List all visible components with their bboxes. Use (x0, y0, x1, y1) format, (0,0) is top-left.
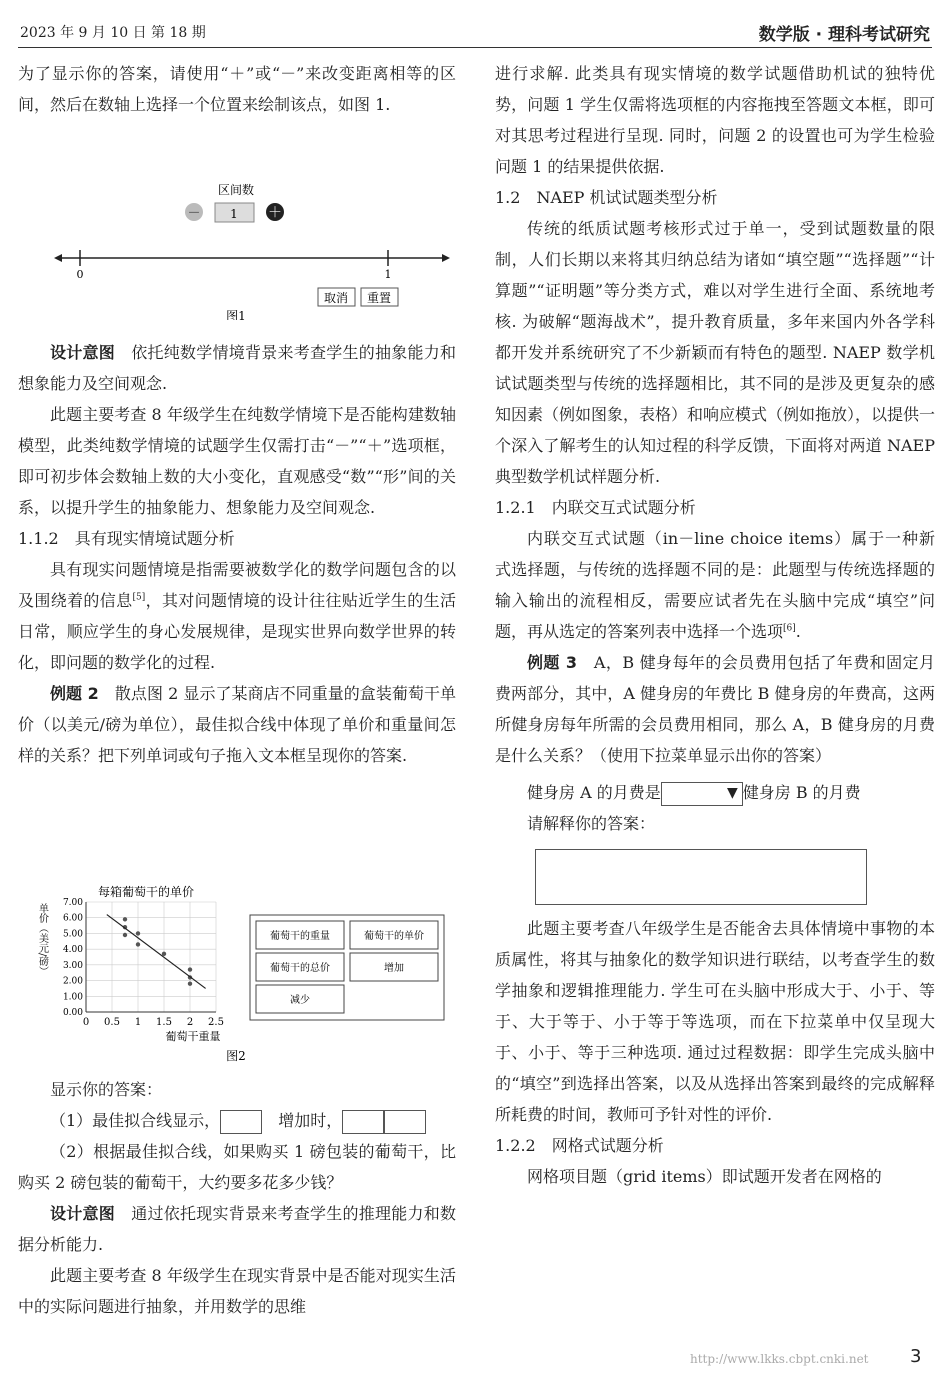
left-column (18, 58, 456, 120)
monthly-fee-dropdown[interactable] (661, 782, 743, 806)
y-tick-label: 2.00 (62, 976, 83, 987)
chart-ylabel: 单价（美元/磅） (36, 903, 48, 977)
question-1 (18, 1105, 456, 1136)
paragraph-text: ，其对问题情境的设计往往贴近学生的生活日常，顺应学生的身心发展规律，是现实世界向数学世界的转化，即问题的数学化的过程. (18, 591, 456, 672)
paragraph: 进行求解. 此类具有现实情境的数学试题借助机试的独特优势，问题 1 学生仅需将选项框的内容拖拽至答题文本框，即可对其思考过程进行呈现. 同时，问题 2 的设置也可为学生检验问题 1 的结果提供依据. (495, 64, 935, 176)
interval-count-label: 区间数 (217, 183, 255, 197)
paragraph: 此题主要考查 8 年级学生在纯数学情境下是否能构建数轴模型，此类纯数学情境的试题学生仅需打击“－”“＋”选项框，即可初步体会数轴上数的大小变化，直观感受“数”“形”间的关系，以提升学生的抽象能力、想象能力及空间观念. (18, 405, 456, 517)
footer-url: http://www.lkks.cbpt.cnki.net (690, 1352, 869, 1366)
y-tick-label: 5.00 (62, 929, 83, 940)
explanation-textbox[interactable] (535, 849, 867, 905)
drag-option-label: 减少 (290, 995, 310, 1006)
design-intent-label: 设计意图 (50, 343, 115, 362)
section-heading-1-2: 1.2 NAEP 机试试题类型分析 (495, 188, 718, 207)
page-number: 3 (910, 1346, 922, 1367)
number-line[interactable] (54, 250, 450, 266)
header-date-issue: 2023 年 9 月 10 日 第 18 期 (20, 25, 206, 41)
question-1-text: （1）最佳拟合线显示， (50, 1111, 221, 1130)
cancel-button[interactable] (318, 288, 355, 306)
drag-option-label: 葡萄干的总价 (270, 963, 330, 974)
drag-option-box-decrease[interactable] (256, 985, 344, 1013)
show-answer-label: 显示你的答案： (50, 1080, 163, 1099)
answer-blank-2[interactable] (342, 1110, 384, 1134)
answer-blank-3[interactable] (384, 1110, 426, 1134)
paragraph (495, 523, 935, 647)
paragraph: 网格项目题（grid items）即试题开发者在网格的 (527, 1167, 882, 1186)
paragraph: 此题主要考查 8 年级学生在现实背景中是否能对现实生活中的实际问题进行抽象，并用数学的思维 (18, 1266, 456, 1316)
question-2: （2）根据最佳拟合线，如果购买 1 磅包装的葡萄干，比购买 2 磅包装的葡萄干，大约要多花多少钱？ (18, 1142, 456, 1192)
figure-2-caption: 图2 (226, 1049, 246, 1063)
dropdown-line-text: 健身房 B 的月费 (742, 783, 861, 802)
tick-label-1: 1 (384, 268, 392, 281)
reset-button[interactable] (361, 288, 398, 306)
drag-option-label: 增加 (384, 963, 404, 974)
x-tick-label: 2 (186, 1017, 194, 1028)
y-tick-label: 7.00 (62, 898, 83, 908)
drag-option-box-weight[interactable] (256, 921, 344, 949)
paragraph-text: . (795, 622, 801, 641)
figure-1-drawing (18, 180, 456, 320)
section-heading-1-2-2: 1.2.2 网格式试题分析 (495, 1136, 664, 1155)
section-heading-1-1-2: 1.1.2 具有现实情境试题分析 (18, 529, 235, 548)
x-tick-label: 0 (82, 1017, 90, 1028)
example-text: A，B 健身每年的会员费用包括了年费和固定月费两部分，其中，A 健身房的年费比 B 健身房的年费高，这两所健身房每年所需的会员费用相同，那么 A，B 健身房的月费是什么关系？（使用下拉菜单显示出你的答案） (495, 653, 935, 765)
y-tick-label: 6.00 (62, 913, 83, 924)
y-tick-label: 1.00 (62, 992, 83, 1003)
example-text: 散点图 2 显示了某商店不同重量的盒装葡萄干单价（以美元/磅为单位），最佳拟合线中体现了单价和重量间怎样的关系？把下列单词或句子拖入文本框呈现你的答案. (18, 684, 456, 765)
left-arrow-icon (54, 254, 62, 262)
question-1-text: 增加时， (278, 1111, 343, 1130)
scatter-point (188, 967, 192, 971)
paragraph: 传统的纸质试题考核形式过于单一，受到试题数量的限制，人们长期以来将其归纳总结为诸如“填空题”“选择题”“计算题”“证明题”等分类方式，难以对学生进行全面、系统地考核. 为破解“题海战术”，提升教育质量，多年来国内外各学科都开发并系统研究了不少新颖而有特色的题型. NAEP 数学机试试题类型与传统的选择题相比，其不同的是涉及更复杂的感知因素（例如图象，表格）和响应模式（例如拖放），以提供一个深入了解考生的认知过程的科学反馈，下面将对两道 NAEP 典型数学机试样题分析. (495, 219, 936, 486)
dropdown-arrow-icon: ▼ (726, 784, 738, 801)
chart-xlabel: 葡萄干重量 (165, 1030, 221, 1043)
header-divider (18, 47, 932, 48)
reset-button-label: 重置 (366, 291, 392, 305)
x-tick-label: 1.5 (156, 1017, 172, 1028)
scatter-axes (63, 898, 224, 1028)
scatter-point (123, 933, 127, 937)
section-heading-1-2-1: 1.2.1 内联交互式试题分析 (495, 498, 696, 517)
y-tick-label: 4.00 (62, 945, 83, 956)
minus-button[interactable] (185, 203, 203, 221)
scatter-point (136, 942, 140, 946)
design-intent-1 (18, 337, 456, 399)
figure-2 (18, 880, 458, 1065)
explain-label: 请解释你的答案： (527, 814, 656, 833)
drag-option-label: 葡萄干的重量 (270, 931, 330, 942)
paragraph (18, 554, 456, 678)
scatter-point (136, 931, 140, 935)
example-3 (495, 647, 935, 771)
scatter-point (188, 982, 192, 986)
paragraph-text: 内联交互式试题（in－line choice items）属于一种新式选择题，与传统的选择题不同的是：此题型与传统选择题的输入输出的流程相反，需要应试者先在头脑中完成“填空”问题，再从选定的答案列表中选择一个选项 (495, 529, 935, 641)
drag-option-label: 葡萄干的单价 (364, 931, 424, 942)
design-intent-text: 依托纯数学情境背景来考查学生的抽象能力和想象能力及空间观念. (18, 343, 456, 393)
drag-option-box-total-price[interactable] (256, 953, 344, 981)
paragraph: 为了显示你的答案，请使用“＋”或“－”来改变距离相等的区间，然后在数轴上选择一个位置来绘制该点，如图 1. (18, 64, 456, 114)
cancel-button-label: 取消 (323, 291, 349, 305)
dropdown-line (495, 777, 935, 808)
x-tick-label: 2.5 (208, 1017, 224, 1028)
right-arrow-icon (442, 254, 450, 262)
drag-option-box-unit-price[interactable] (350, 921, 438, 949)
scatter-point (123, 917, 127, 921)
example-label: 例题 3 (527, 653, 578, 672)
paragraph: 此题主要考查八年级学生是否能舍去具体情境中事物的本质属性，将其与抽象化的数学知识进行联结，以考查学生的数学抽象和逻辑推理能力. 学生可在头脑中形成大于、小于、等于、大于等于、小于等于等选项，而在下拉菜单中仅呈现大于、小于、等于三种选项. 通过过程数据：即学生完成头脑中的“填空”到选择出答案，以及从选择出答案到最终的完成解释所耗费的时间，教师可予针对性的评价. (495, 919, 935, 1124)
example-2 (18, 678, 456, 771)
drag-option-box-increase[interactable] (350, 953, 438, 981)
left-column-tail (18, 1074, 456, 1322)
minus-icon: － (187, 206, 201, 221)
design-intent-label: 设计意图 (50, 1204, 115, 1223)
right-column (495, 58, 935, 1192)
header-journal-title: 数学版 · 理科考试研究 (758, 25, 930, 45)
y-tick-label: 3.00 (62, 960, 83, 971)
x-tick-label: 0.5 (104, 1017, 120, 1028)
example-label: 例题 2 (50, 684, 99, 703)
paragraph-text: 具有现实问题情境是指需要被数学化的数学问题包含的以及围绕着的信息 (18, 560, 456, 610)
tick-label-0: 0 (76, 268, 84, 281)
answer-blank-1[interactable] (220, 1110, 262, 1134)
chart-title: 每箱葡萄干的单价 (97, 885, 195, 899)
design-intent-text: 通过依托现实背景来考查学生的推理能力和数据分析能力. (18, 1204, 456, 1254)
design-intent-2 (18, 1198, 456, 1260)
y-tick-label: 0.00 (62, 1008, 83, 1018)
plus-button[interactable] (266, 203, 284, 221)
left-column-body (18, 337, 456, 771)
citation-5: [5] (132, 592, 146, 603)
citation-6: [6] (783, 623, 796, 634)
interval-value: 1 (230, 207, 238, 221)
scatter-point (162, 952, 166, 956)
figure-1-caption: 图1 (226, 309, 246, 320)
x-tick-label: 1 (134, 1017, 142, 1028)
dropdown-line-text: 健身房 A 的月费是 (527, 783, 661, 802)
plus-icon: ＋ (268, 205, 282, 221)
best-fit-line (107, 915, 206, 989)
